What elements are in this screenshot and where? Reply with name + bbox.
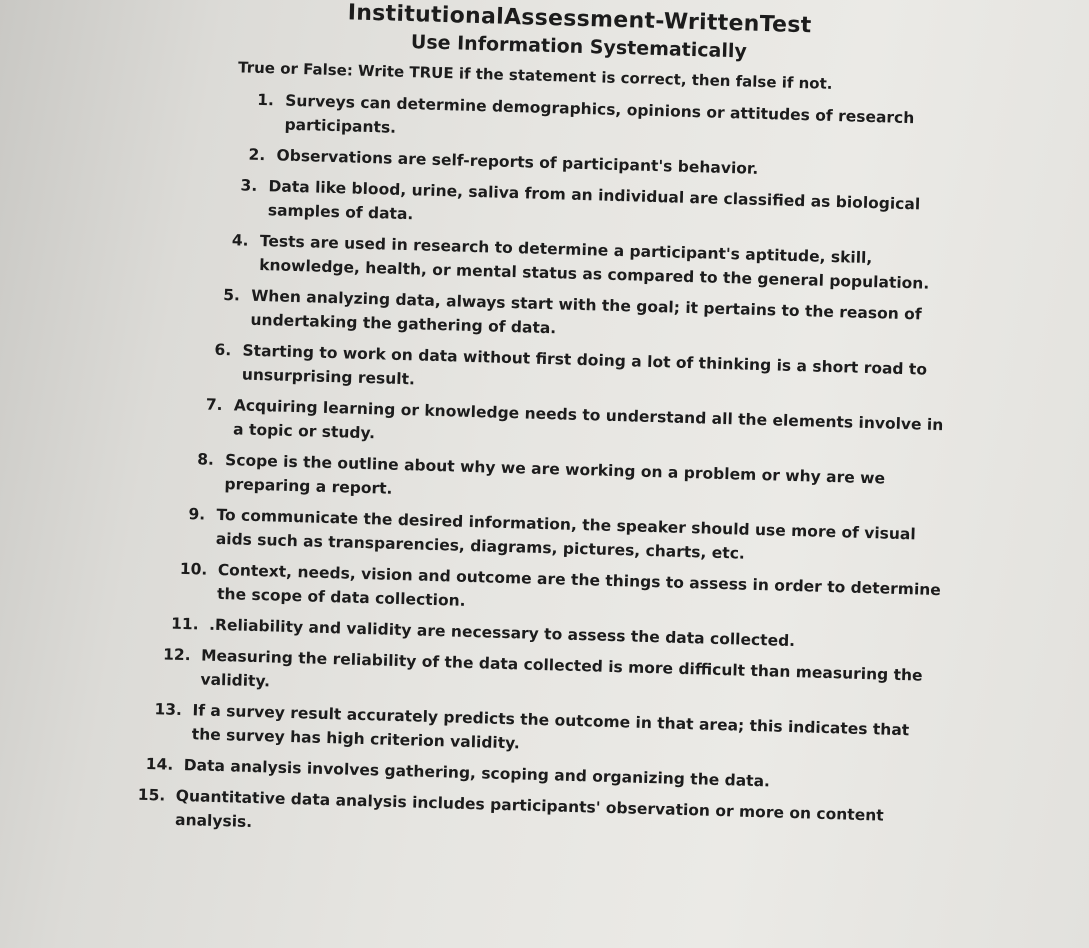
question-text: When analyzing data, always start with the goal; it pertains to the reason of undertaking the gathering of data. bbox=[250, 286, 922, 338]
question-text: .Reliability and validity are necessary to assess the data collected. bbox=[208, 615, 796, 651]
question-number: 15. bbox=[137, 785, 166, 805]
question-text: Data like blood, urine, saliva from an individual are classified as biological samples of data. bbox=[267, 177, 921, 224]
question-number: 10. bbox=[179, 559, 208, 579]
question-number: 4. bbox=[231, 231, 249, 250]
question-number: 3. bbox=[240, 176, 258, 195]
question-text: Quantitative data analysis includes participants' observation or more on content analysis. bbox=[174, 786, 884, 831]
question-text: Surveys can determine demographics, opinions or attitudes of research participants. bbox=[284, 91, 915, 137]
question-text: Data analysis involves gathering, scoping and organizing the data. bbox=[183, 756, 771, 791]
question-number: 2. bbox=[248, 145, 266, 165]
question-text: Scope is the outline about why we are working on a problem or why are we preparing a report. bbox=[224, 451, 886, 498]
question-number: 12. bbox=[162, 645, 191, 665]
question-text: Starting to work on data without first doing a lot of thinking is a short road to unsurprising result. bbox=[241, 341, 928, 389]
instructions: True or False: Write TRUE if the statement is correct, then false if not. bbox=[237, 58, 833, 93]
question-text: Observations are self-reports of participant's behavior. bbox=[276, 146, 759, 178]
question-text: Acquiring learning or knowledge needs to understand all the elements involve in a topic or study. bbox=[232, 396, 944, 443]
question-number: 9. bbox=[188, 505, 206, 524]
question-text: Measuring the reliability of the data collected is more difficult than measuring the validity. bbox=[200, 646, 923, 691]
question-text: If a survey result accurately predicts the outcome in that area; this indicates that the survey has high criterion validity. bbox=[191, 701, 910, 753]
question-list bbox=[107, 84, 1027, 855]
question-number: 11. bbox=[170, 614, 199, 634]
question-number: 14. bbox=[145, 755, 174, 774]
question-number: 1. bbox=[257, 90, 275, 110]
question-number: 5. bbox=[222, 285, 241, 305]
worksheet bbox=[107, 0, 1030, 862]
worksheet-subtitle: Use Information Systematically bbox=[410, 31, 748, 63]
question-number: 6. bbox=[214, 340, 232, 360]
question-text: Tests are used in research to determine a participant's aptitude, skill, knowledge, health, or mental status as compared to the general population. bbox=[258, 231, 930, 293]
question-number: 13. bbox=[154, 700, 183, 719]
question-number: 8. bbox=[196, 450, 215, 469]
question-number: 7. bbox=[205, 395, 223, 415]
question-text: To communicate the desired information, the speaker should use more of visual aids such as transparencies, diagrams, pictures, charts, etc. bbox=[215, 505, 916, 563]
question-text: Context, needs, vision and outcome are the things to assess in order to determine the scope of data collection. bbox=[216, 560, 942, 610]
worksheet-title: InstitutionalAssessment-WrittenTest bbox=[347, 0, 812, 39]
